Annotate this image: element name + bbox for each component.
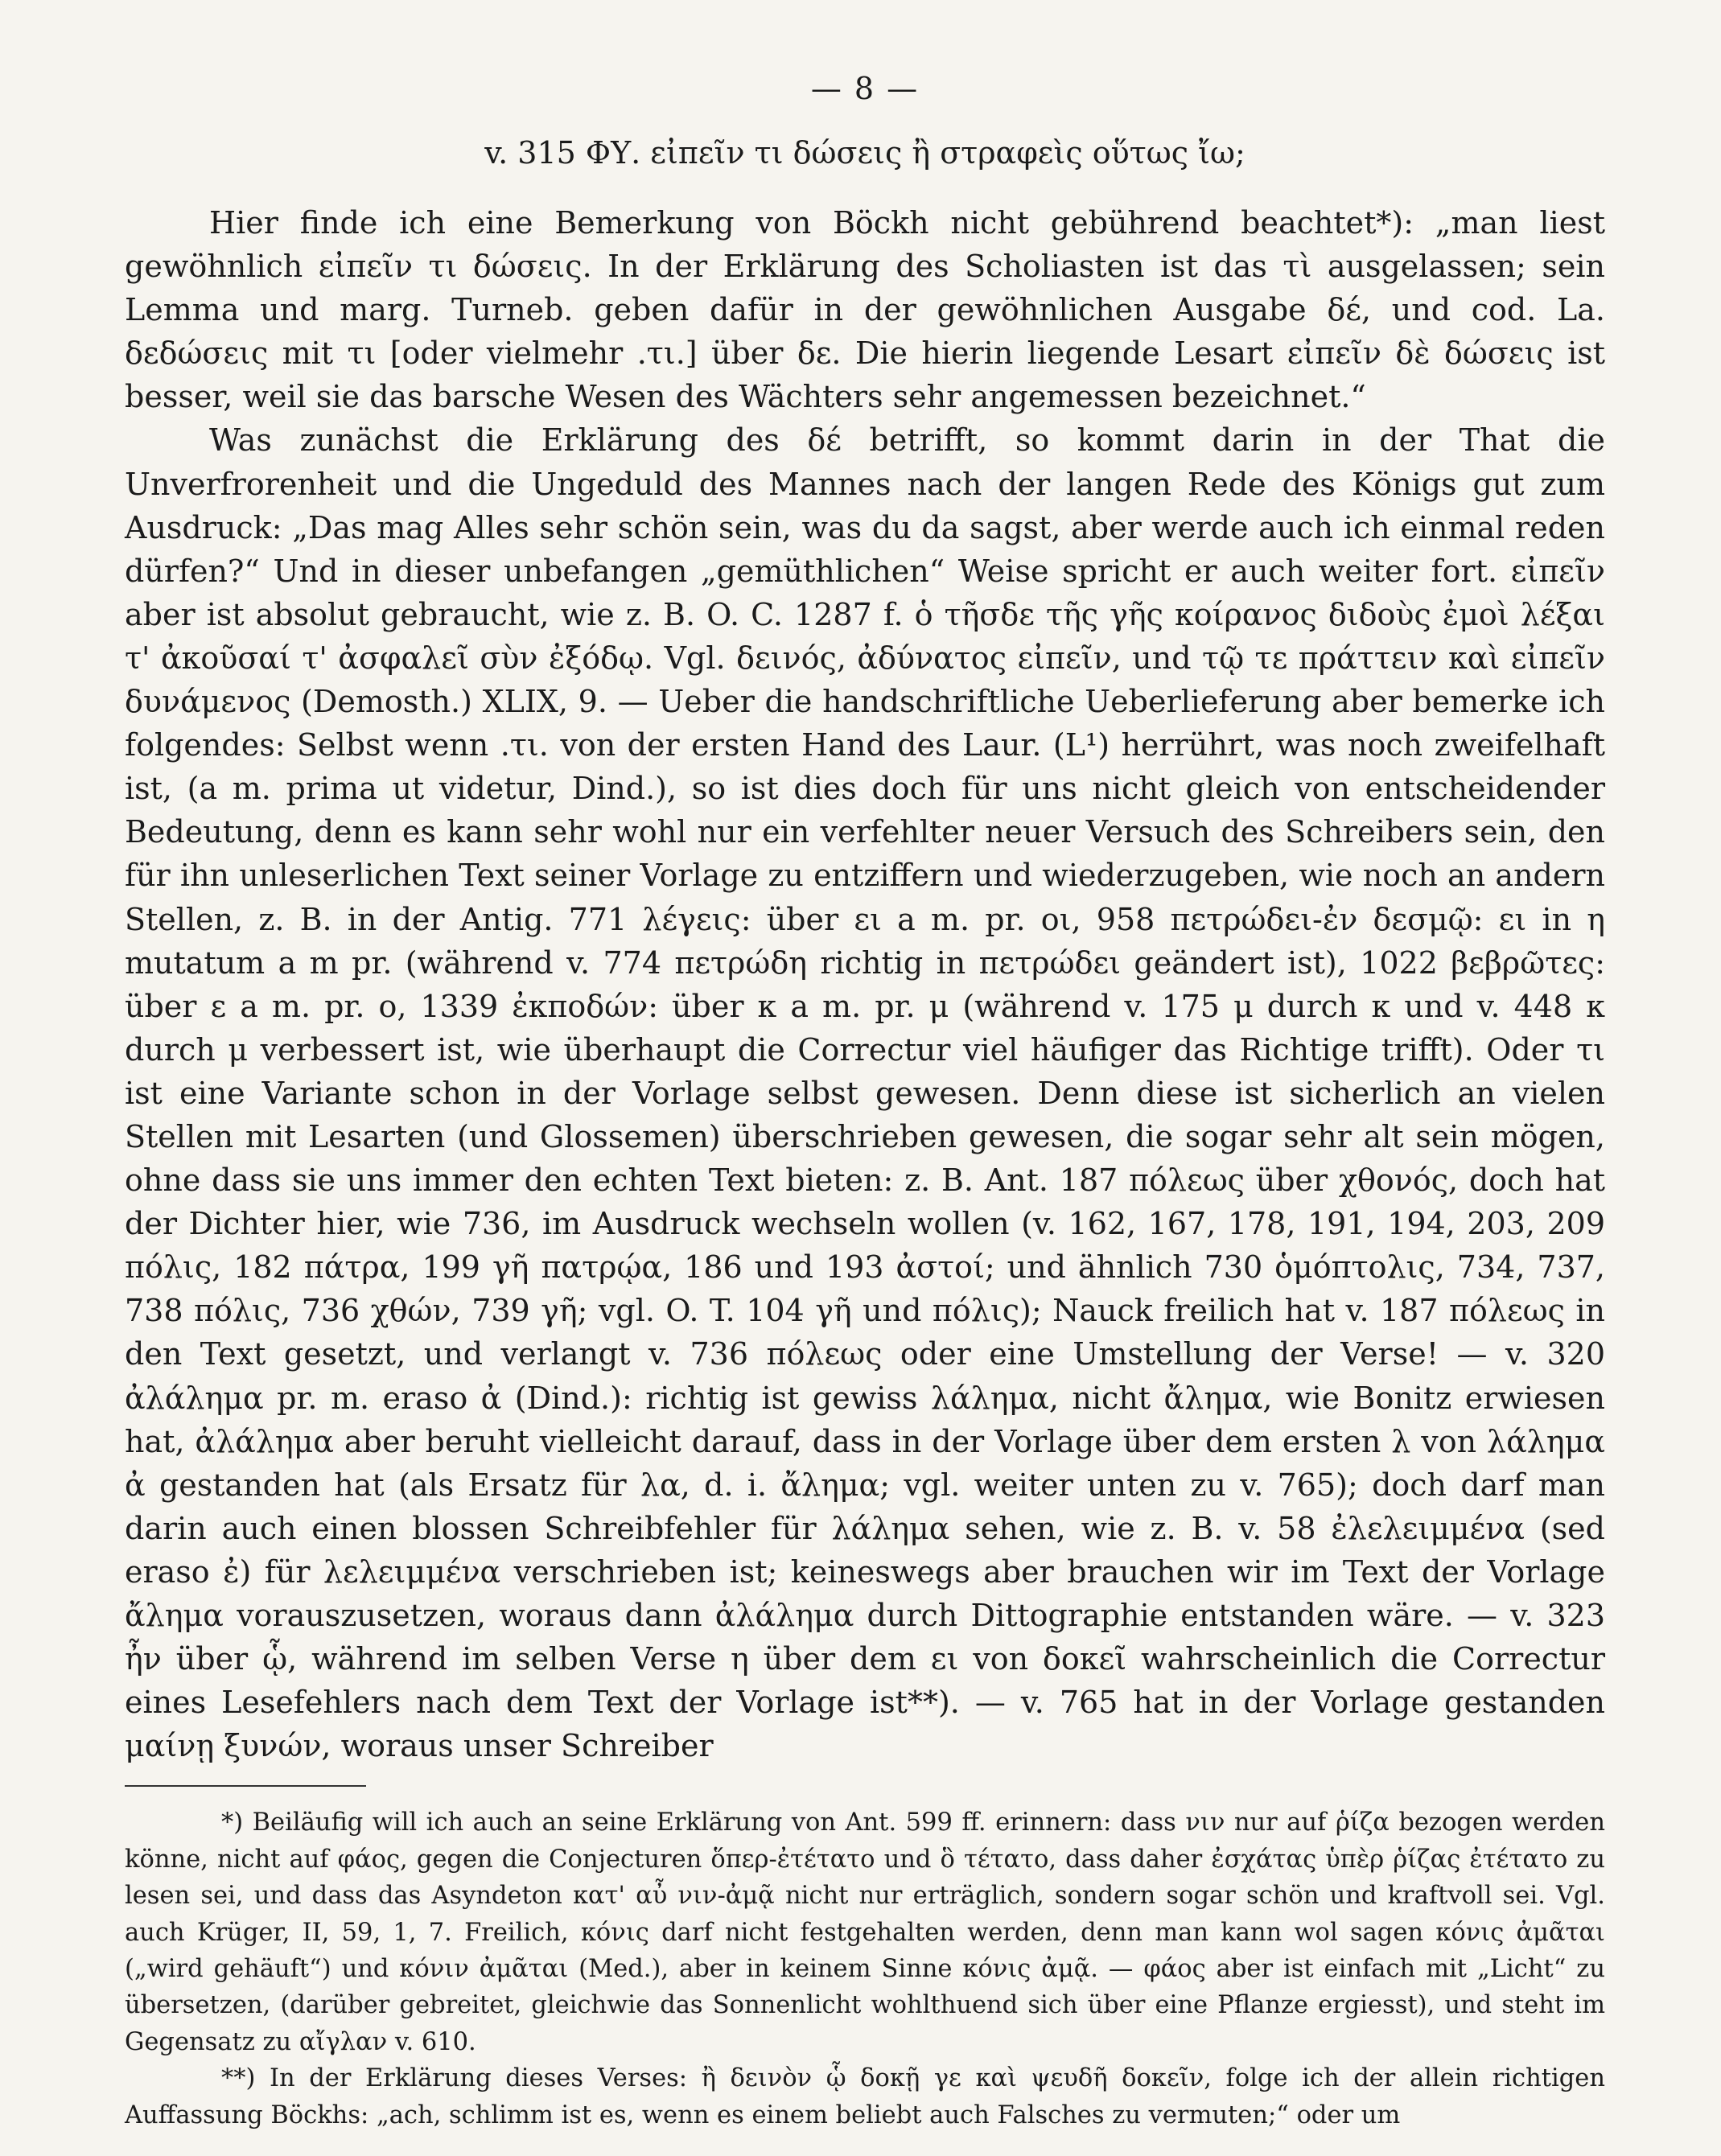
document-page (125, 71, 1605, 2133)
verse-heading: v. 315 ΦΥ. εἰπεῖν τι δώσεις ἢ στραφεὶς οὕτως ἴω; (484, 135, 1245, 171)
paragraph: Hier finde ich eine Bemerkung von Böckh nicht gebührend beachtet*): „man liest gewöhnlich εἰπεῖν τι δώσεις. In der Erklärung des Scholiasten ist das τὶ ausgelassen; sein Lemma und marg. Turneb. geben dafür in der gewöhnlichen Ausgabe δέ, und cod. La. δεδώσεις mit τι [oder vielmehr .τι.] über δε. Die hierin liegende Lesart εἰπεῖν δὲ δώσεις ist besser, weil sie das barsche Wesen des Wächters sehr angemessen bezeichnet.“ (125, 205, 1605, 415)
footnote: **) In der Erklärung dieses Verses: ἢ δεινὸν ᾧ δοκῇ γε καὶ ψευδῆ δοκεῖν, folge ich der allein richtigen Auffassung Böckhs: „ach, schlimm ist es, wenn es einem beliebt auch Falsches zu vermuten;“ oder um (125, 2064, 1605, 2129)
body-text (125, 201, 1605, 1767)
paragraph: Was zunächst die Erklärung des δέ betrifft, so kommt darin in der That die Unverfrorenheit und die Ungeduld des Mannes nach der langen Rede des Königs gut zum Ausdruck: „Das mag Alles sehr schön sein, was du da sagst, aber werde auch ich einmal reden dürfen?“ Und in dieser unbefangen „gemüthlichen“ Weise spricht er auch weiter fort. εἰπεῖν aber ist absolut gebraucht, wie z. B. O. C. 1287 f. ὁ τῆσδε τῆς γῆς κοίρανος διδοὺς ἐμοὶ λέξαι τ' ἀκοῦσαί τ' ἀσφαλεῖ σὺν ἐξόδῳ. Vgl. δεινός, ἀδύνατος εἰπεῖν, und τῷ τε πράττειν καὶ εἰπεῖν δυνάμενος (Demosth.) XLIX, 9. — Ueber die handschriftliche Ueberlieferung aber bemerke ich folgendes: Selbst wenn .τι. von der ersten Hand des Laur. (L¹) herrührt, was noch zweifelhaft ist, (a m. prima ut videtur, Dind.), so ist dies doch für uns nicht gleich von entscheidender Bedeutung, denn es kann sehr wohl nur ein verfehlter neuer Versuch des Schreibers sein, den für ihn unleserlichen Text seiner Vorlage zu entziffern und wiederzugeben, wie noch an andern Stellen, z. B. in der Antig. 771 λέγεις: über ει a m. pr. οι, 958 πετρώδει-ἐν δεσμῷ: ει in η mutatum a m pr. (während v. 774 πετρώδη richtig in πετρώδει geändert ist), 1022 βεβρῶτες: über ε a m. pr. ο, 1339 ἐκποδών: über κ a m. pr. μ (während v. 175 μ durch κ und v. 448 κ durch μ verbessert ist, wie überhaupt die Correctur viel häufiger das Richtige trifft). Oder τι ist eine Variante schon in der Vorlage selbst gewesen. Denn diese ist sicherlich an vielen Stellen mit Lesarten (und Glossemen) überschrieben gewesen, die sogar sehr alt sein mögen, ohne dass sie uns immer den echten Text bieten: z. B. Ant. 187 πόλεως über χθονός, doch hat der Dichter hier, wie 736, im Ausdruck wechseln wollen (v. 162, 167, 178, 191, 194, 203, 209 πόλις, 182 πάτρα, 199 γῆ πατρῴα, 186 und 193 ἀστοί; und ähnlich 730 ὁμόπτολις, 734, 737, 738 πόλις, 736 χθών, 739 γῆ; vgl. O. T. 104 γῆ und πόλις); Nauck freilich hat v. 187 πόλεως in den Text gesetzt, und verlangt v. 736 πόλεως oder eine Umstellung der Verse! — v. 320 ἀλάλημα pr. m. eraso ἀ (Dind.): richtig ist gewiss λάλημα, nicht ἄλημα, wie Bonitz erwiesen hat, ἀλάλημα aber beruht vielleicht darauf, dass in der Vorlage über dem ersten λ von λάλημα ἀ gestanden hat (als Ersatz für λα, d. i. ἄλημα; vgl. weiter unten zu v. 765); doch darf man darin auch einen blossen Schreibfehler für λάλημα sehen, wie z. B. v. 58 ἐλελειμμένα (sed eraso ἐ) für λελειμμένα verschrieben ist; keineswegs aber brauchen wir im Text der Vorlage ἄλημα vorauszusetzen, woraus dann ἀλάλημα durch Dittographie entstanden wäre. — v. 323 ἦν über ᾧ, während im selben Verse η über dem ει von δοκεῖ wahrscheinlich die Correctur eines Lesefehlers nach dem Text der Vorlage ist**). — v. 765 hat in der Vorlage gestanden μαίνῃ ξυνών, woraus unser Schreiber (125, 422, 1605, 1764)
footnotes (125, 1804, 1605, 2133)
footnote: *) Beiläufig will ich auch an seine Erklärung von Ant. 599 ff. erinnern: dass νιν nur auf ῥίζα bezogen werden könne, nicht auf φάος, gegen die Conjecturen ὅπερ-ἐτέτατο und ὃ τέτατο, dass daher ἐσχάτας ὑπὲρ ῥίζας ἐτέτατο zu lesen sei, und dass das Asyndeton κατ' αὖ νιν-ἀμᾷ nicht nur erträglich, sondern sogar schön und kraftvoll sei. Vgl. auch Krüger, II, 59, 1, 7. Freilich, κόνις darf nicht festgehalten werden, denn man kann wol sagen κόνις ἀμᾶται („wird gehäuft“) und κόνιν ἀμᾶται (Med.), aber in keinem Sinne κόνις ἀμᾷ. — φάος aber ist einfach mit „Licht“ zu übersetzen, (darüber gebreitet, gleichwie das Sonnenlicht wohlthuend sich über eine Pflanze ergiesst), und steht im Gegensatz zu αἴγλαν v. 610. (125, 1808, 1605, 2056)
footnote-separator (125, 1785, 366, 1787)
page-number: — 8 — (810, 71, 920, 106)
